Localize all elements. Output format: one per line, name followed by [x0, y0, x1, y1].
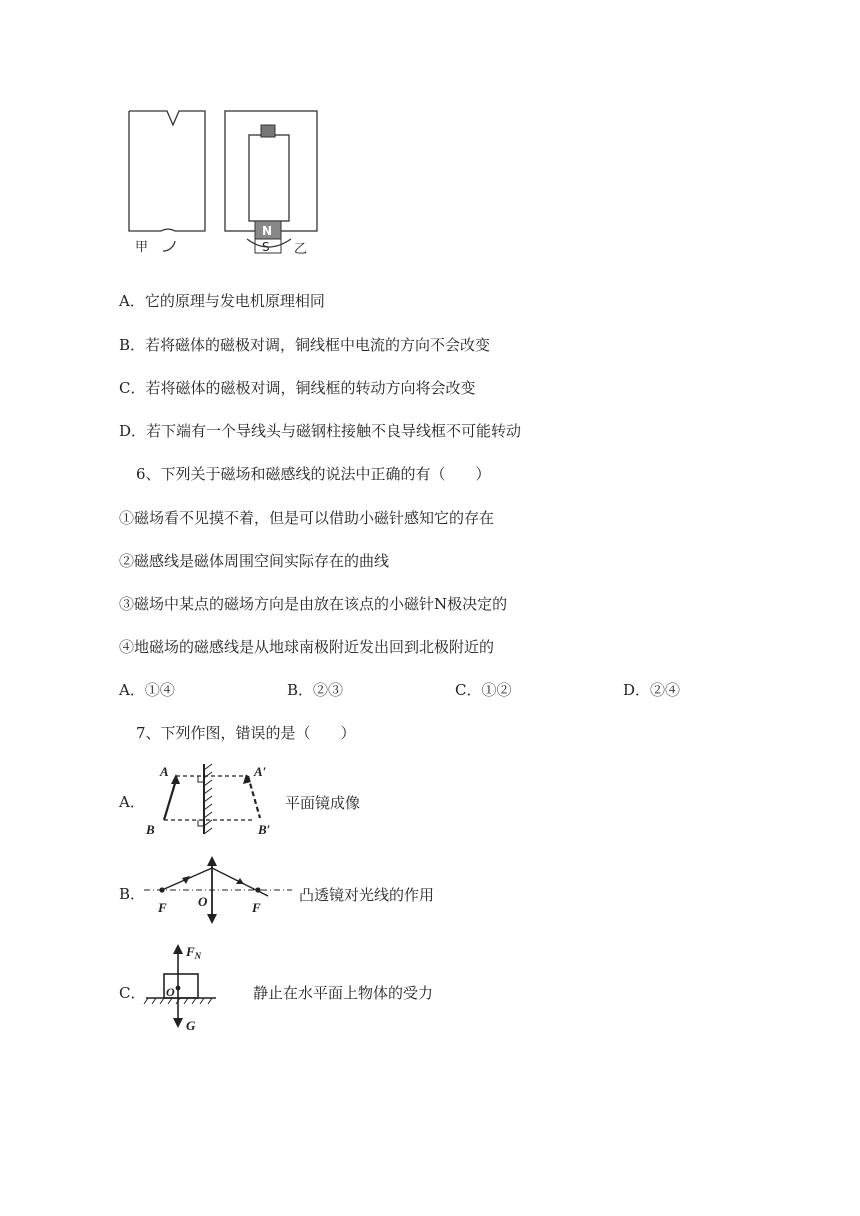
q6-option-b: B．②③ [287, 681, 344, 699]
label-b-prime: B′ [258, 822, 271, 837]
magnet-s-label: S [262, 240, 270, 254]
q7-a-caption: 平面镜成像 [285, 794, 361, 812]
q6-statement-2: ②磁感线是磁体周围空间实际存在的曲线 [119, 552, 390, 570]
label-a: A [160, 764, 169, 779]
q6-statement-1: ①磁场看不见摸不着，但是可以借助小磁针感知它的存在 [119, 509, 495, 527]
q6-statement-3: ③磁场中某点的磁场方向是由放在该点的小磁针N极决定的 [119, 595, 508, 613]
magnet-n-label: N [262, 224, 273, 238]
label-o: O [198, 894, 208, 909]
q7-b-caption: 凸透镜对光线的作用 [299, 886, 435, 904]
plane-mirror-diagram [140, 760, 280, 842]
q7-c-caption: 静止在水平面上物体的受力 [253, 984, 434, 1002]
label-g: G [186, 1018, 196, 1032]
motor-figure [125, 105, 335, 260]
q5-option-b: B．若将磁体的磁极对调，铜线框中电流的方向不会改变 [119, 336, 491, 354]
label-a-prime: A′ [254, 764, 267, 779]
label-fn: $F_N$ [186, 944, 202, 961]
q6-option-a: A．①④ [119, 681, 175, 699]
label-yi: 乙 [294, 242, 308, 257]
label-o-point: O [166, 985, 175, 999]
q7-a-letter: A． [119, 793, 145, 811]
q5-option-d: D．若下端有一个导线头与磁钢柱接触不良导线框不可能转动 [119, 422, 522, 440]
label-fn-sub: N [194, 951, 202, 961]
frame-jia [129, 111, 205, 251]
q7-c-letter: C． [119, 984, 146, 1002]
force-diagram [140, 940, 230, 1032]
label-b: B [146, 822, 155, 837]
q7-stem: 7、下列作图，错误的是（ ） [136, 724, 356, 742]
label-f-left: F [158, 900, 167, 915]
label-jia: 甲 [135, 240, 149, 255]
q7-b-letter: B． [119, 885, 146, 903]
label-f-right: F [252, 900, 261, 915]
q5-option-a: A．它的原理与发电机原理相同 [119, 292, 325, 310]
q5-option-c: C．若将磁体的磁极对调，铜线框的转动方向将会改变 [119, 379, 476, 397]
q6-statement-4: ④地磁场的磁感线是从地球南极附近发出回到北极附近的 [119, 638, 495, 656]
convex-lens-diagram [140, 854, 300, 926]
q6-stem: 6、下列关于磁场和磁感线的说法中正确的有（ ） [136, 465, 491, 483]
q6-option-d: D．②④ [623, 681, 681, 699]
q6-option-c: C．①② [455, 681, 512, 699]
